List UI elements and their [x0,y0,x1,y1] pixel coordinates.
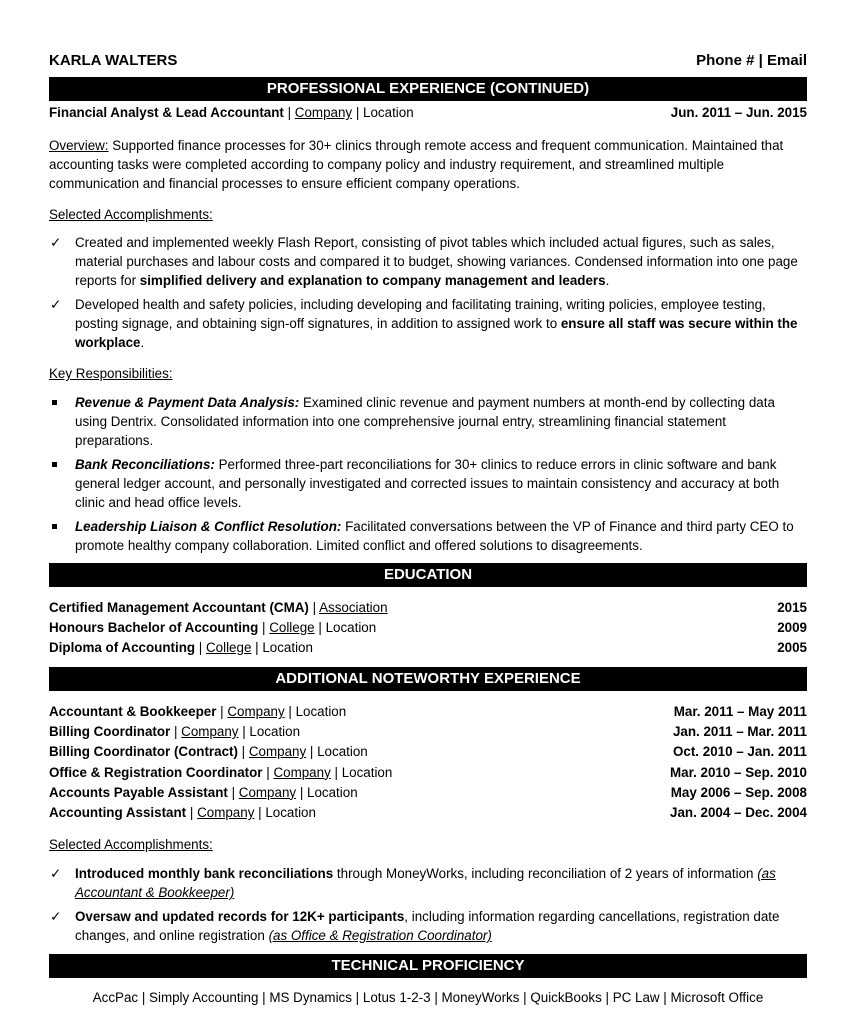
technical-skills: AccPac | Simply Accounting | MS Dynamics | Lotus 1-2-3 | MoneyWorks | QuickBooks | PC Law | Microsoft Office [92,990,764,1005]
separator: | [314,620,326,635]
responsibility-item [49,393,807,450]
position-title: Office & Registration Coordinator [49,764,263,780]
square-bullet-icon [52,400,57,405]
responsibility-text: Performed three-part reconciliations for 30+ clinics to reduce errors in clinic software and bank general ledger account, and personally investigated and corrected issues to maintain consistency and accuracy at both clinic and head office levels. [75,457,780,510]
position-location: Location [317,744,368,760]
accomplishment-text: , including information regarding cancellations, registration date changes, and online registration [75,909,780,943]
accomplishment-highlight: Oversaw and updated records for 12K+ participants [75,909,405,924]
checkmark-icon: ✓ [50,909,62,924]
separator: | [283,105,295,120]
school-location: Location [325,620,377,635]
accomplishment-item [49,864,807,902]
section-heading-technical: TECHNICAL PROFICIENCY [49,954,807,978]
position-company: Company [197,805,255,820]
square-bullet-icon [52,462,57,467]
accomplishment-item [49,295,807,352]
position-dates: Jan. 2011 – Mar. 2011 [672,724,807,740]
separator: | [251,640,263,655]
position-row [49,765,807,780]
accomplishment-highlight: simplified delivery and explanation to company management and leaders [139,273,606,288]
position-location: Location [341,764,393,780]
separator: | [195,640,206,655]
job-dates: Jun. 2011 – Jun. 2015 [670,105,807,120]
position-company: Company [248,744,307,760]
resume-header [49,52,807,72]
separator: | [306,744,318,760]
education-year: 2015 [777,600,807,615]
position-dates: Jan. 2004 – Dec. 2004 [670,805,807,820]
accomplishment-end: . [140,335,145,350]
candidate-name: KARLA WALTERS [49,52,178,69]
separator: | [238,724,250,740]
responsibility-text: Examined clinic revenue and payment numbers at month-end by collecting data using Dentrix. Consolidated information into one comprehensive journal entry, streamlining financial statement preparations. [75,395,775,448]
accomplishment-highlight: ensure all staff was secure within the workplace [75,316,798,350]
accomplishment-text: Developed health and safety policies, including developing and facilitating training, writing policies, employee testing, posting signage, and obtaining sign-off signatures, in addition to assigned work to [75,297,766,331]
position-row [49,704,807,719]
position-row [49,785,807,800]
school: College [269,620,315,635]
position-location: Location [265,805,316,820]
responsibility-title: Bank Reconciliations: [75,457,215,472]
separator: | [352,105,364,120]
responsibility-title: Revenue & Payment Data Analysis: [75,395,300,410]
degree: Honours Bachelor of Accounting [49,620,259,635]
contact-info: Phone # | Email [696,52,807,69]
square-bullet-icon [52,524,57,529]
separator: | [262,764,274,780]
position-dates: May 2006 – Sep. 2008 [670,784,807,800]
position-company: Company [181,724,239,740]
education-year: 2009 [777,620,807,635]
position-title: Accounts Payable Assistant [49,784,228,800]
position-location: Location [307,784,358,800]
job-accomplishments-label: Selected Accomplishments: [49,207,213,222]
job-title: Financial Analyst & Lead Accountant [49,105,284,120]
position-dates: Mar. 2010 – Sep. 2010 [670,764,807,780]
position-row [49,744,807,759]
separator: | [237,744,249,760]
accomplishment-note: (as Accountant & Bookkeeper) [75,866,776,900]
position-dates: Mar. 2011 – May 2011 [673,704,807,719]
separator: | [296,784,308,800]
separator: | [170,724,182,740]
position-dates: Oct. 2010 – Jan. 2011 [672,744,807,760]
school: College [205,640,252,655]
degree: Diploma of Accounting [49,640,196,655]
accomplishment-item [49,907,807,945]
responsibility-item [49,517,807,555]
school-location: Location [262,640,313,655]
checkmark-icon: ✓ [50,866,62,881]
responsibilities-label: Key Responsibilities: [49,366,173,381]
accomplishment-highlight: Introduced monthly bank reconciliations [75,866,334,881]
accomplishment-text: through MoneyWorks, including reconciliation of 2 years of information [333,866,758,881]
degree: Certified Management Accountant (CMA) [49,600,309,615]
section-heading-education: EDUCATION [49,563,807,587]
section-heading-additional: ADDITIONAL NOTEWORTHY EXPERIENCE [49,667,807,691]
education-row [49,640,807,655]
checkmark-icon: ✓ [50,235,62,250]
separator: | [254,805,266,820]
education-year: 2005 [777,640,807,655]
section-heading-experience: PROFESSIONAL EXPERIENCE (CONTINUED) [49,77,807,101]
position-row [49,724,807,739]
position-company: Company [227,704,285,719]
separator: | [186,805,198,820]
separator: | [308,600,320,615]
responsibility-item [49,455,807,512]
responsibility-title: Leadership Liaison & Conflict Resolution: [75,519,342,534]
position-title: Accounting Assistant [49,805,187,820]
overview-text: Supported finance processes for 30+ clinics through remote access and frequent communication. Maintained that accounting tasks were completed according to company policy and industry requirement, and streamlined multiple communication and financial processes to ensure efficient company operations. [49,138,784,191]
job-heading [49,105,807,120]
position-company: Company [273,764,331,780]
checkmark-icon: ✓ [50,297,62,312]
school: Association [319,600,388,615]
overview-label: Overview: [49,138,109,153]
accomplishment-text: Created and implemented weekly Flash Report, consisting of pivot tables which included actual figures, such as sales, material purchases and labour costs and compared it to budget, showing variances. Condensed information into one page reports for [75,235,798,288]
education-row [49,620,807,635]
position-title: Billing Coordinator (Contract) [49,744,238,760]
separator: | [227,784,239,800]
job-company: Company [294,105,353,120]
accomplishment-item [49,233,807,290]
job-location: Location [363,105,414,120]
position-title: Accountant & Bookkeeper [49,704,217,719]
position-company: Company [238,784,297,800]
position-location: Location [249,724,301,740]
additional-accomplishments-label: Selected Accomplishments: [49,837,213,852]
separator: | [258,620,270,635]
responsibility-text: Facilitated conversations between the VP of Finance and third party CEO to promote healthy company collaboration. Limited conflict and offered solutions to disagreements. [75,519,794,553]
separator: | [216,704,228,719]
position-location: Location [295,704,347,719]
job-overview [49,136,807,193]
accomplishment-end: . [605,273,610,288]
separator: | [284,704,296,719]
position-row [49,805,807,820]
accomplishment-note: (as Office & Registration Coordinator) [268,928,492,943]
education-row [49,600,807,615]
separator: | [330,764,342,780]
position-title: Billing Coordinator [49,724,171,740]
